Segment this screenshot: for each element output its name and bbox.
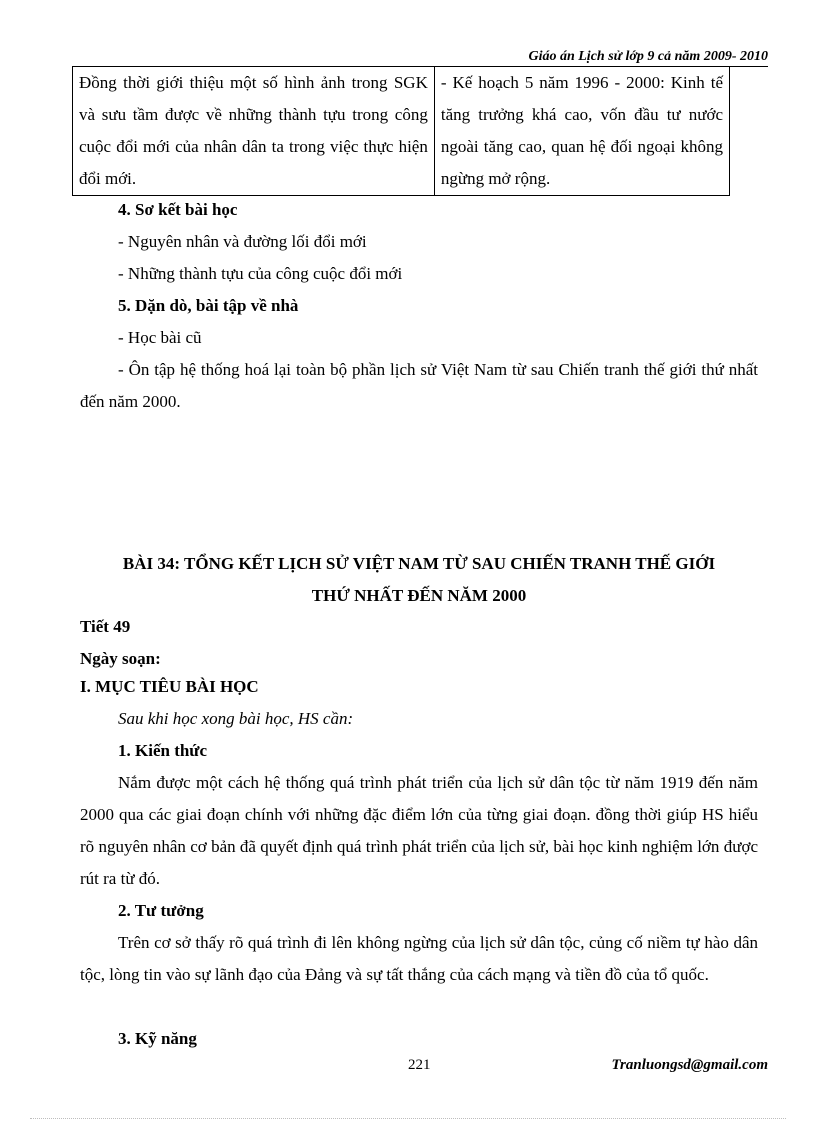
skill-heading: 3. Kỹ năng (118, 1029, 197, 1048)
summary-item: - Những thành tựu của công cuộc đổi mới (118, 264, 403, 283)
thought-heading: 2. Tư tưởng (118, 901, 204, 920)
prep-date-label: Ngày soạn: (80, 649, 161, 668)
page-edge-divider (30, 1118, 786, 1119)
lesson-title-line1: BÀI 34: TỔNG KẾT LỊCH SỬ VIỆT NAM TỪ SAU CHIẾN TRANH THẾ GIỚI (122, 554, 716, 573)
knowledge-text: Nắm được một cách hệ thống quá trình phát triển của lịch sử dân tộc từ năm 1919 đến năm 2000 qua các giai đoạn chính với những đặc điểm lớn của từng giai đoạn. đồng thời giúp HS hiểu rõ nguyên nhân cơ bản đã quyết định quá trình phát triển của lịch sử, bài học kinh nghiệm lớn được rút ra từ đó. (80, 773, 758, 888)
page-header: Giáo án Lịch sử lớp 9 cả năm 2009- 2010 (528, 49, 768, 64)
summary-heading: 4. Sơ kết bài học (118, 200, 238, 219)
lesson-period: Tiết 49 (80, 617, 131, 636)
table-row (73, 67, 730, 196)
homework-heading: 5. Dặn dò, bài tập về nhà (118, 296, 299, 315)
table-cell-left: Đồng thời giới thiệu một số hình ảnh trong SGK và sưu tầm được về những thành tựu trong công cuộc đổi mới của nhân dân ta trong việc thực hiện đổi mới. (73, 67, 435, 196)
knowledge-heading: 1. Kiến thức (118, 741, 208, 760)
footer-email: Tranluongsd@gmail.com (611, 1057, 768, 1073)
summary-item: - Nguyên nhân và đường lối đổi mới (118, 232, 367, 251)
thought-text: Trên cơ sở thấy rõ quá trình đi lên không ngừng của lịch sử dân tộc, củng cố niềm tự hào dân tộc, lòng tin vào sự lãnh đạo của Đảng và sự tất thắng của cách mạng và tiền đồ của tổ quốc. (80, 933, 758, 984)
homework-item: - Ôn tập hệ thống hoá lại toàn bộ phần lịch sử Việt Nam từ sau Chiến tranh thế giới thứ nhất đến năm 2000. (80, 360, 758, 411)
objectives-intro: Sau khi học xong bài học, HS cần: (118, 709, 354, 728)
lesson-title-line2: THỨ NHẤT ĐẾN NĂM 2000 (311, 586, 527, 605)
page-number: 221 (408, 1057, 431, 1073)
activity-table (72, 66, 730, 196)
section-heading: I. MỤC TIÊU BÀI HỌC (80, 677, 259, 696)
homework-item: - Học bài cũ (118, 328, 202, 347)
table-cell-right: - Kế hoạch 5 năm 1996 - 2000: Kinh tế tăng trưởng khá cao, vốn đầu tư nước ngoài tăng cao, quan hệ đối ngoại không ngừng mở rộng. (434, 67, 729, 196)
